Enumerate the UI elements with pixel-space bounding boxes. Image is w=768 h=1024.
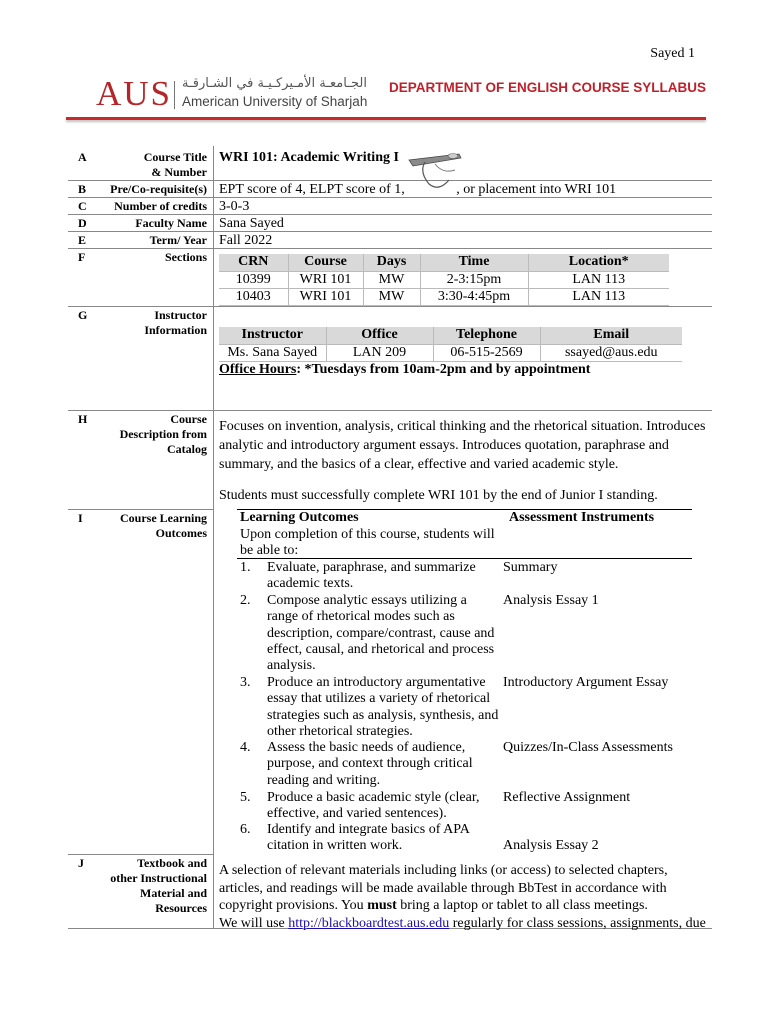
prerequisite-label: Pre/Co-requisite(s) bbox=[110, 182, 207, 196]
row-letter-c: C bbox=[78, 199, 87, 213]
header-rule bbox=[66, 117, 706, 120]
outcome-text: Identify and integrate basics of APA citation in written work. bbox=[267, 822, 470, 854]
assessment-item: Reflective Assignment bbox=[503, 790, 631, 805]
outcomes-intro: Upon completion of this course, students will be able to: bbox=[240, 527, 495, 559]
outcomes-header: Learning Outcomes bbox=[240, 510, 359, 525]
table-row bbox=[219, 271, 669, 288]
course-standing-note: Students must successfully complete WRI 101 by the end of Junior I standing. bbox=[219, 488, 658, 503]
textbook-label bbox=[90, 856, 207, 916]
table-header: Course bbox=[288, 254, 363, 271]
logo-divider bbox=[174, 81, 175, 109]
term-label: Term/ Year bbox=[149, 233, 207, 247]
outcome-text: Produce a basic academic style (clear, effective, and varied sentences). bbox=[267, 790, 480, 822]
table-cell: MW bbox=[363, 288, 420, 305]
row-letter-h: H bbox=[78, 412, 88, 426]
table-header: Email bbox=[540, 327, 682, 344]
table-header: Time bbox=[420, 254, 528, 271]
row-letter-a: A bbox=[78, 150, 87, 164]
table-cell: ssayed@aus.edu bbox=[540, 344, 682, 361]
course-title-label bbox=[90, 150, 207, 180]
logo-aus-text: AUS bbox=[96, 74, 173, 113]
blackboard-link[interactable]: http://blackboardtest.aus.edu bbox=[288, 915, 450, 931]
instructor-label bbox=[90, 308, 207, 338]
row-letter-b: B bbox=[78, 182, 87, 196]
assessment-item: Analysis Essay 2 bbox=[503, 838, 599, 853]
label-line: Course Learning bbox=[120, 511, 207, 525]
sections-header-row bbox=[219, 254, 669, 271]
table-header: Days bbox=[363, 254, 420, 271]
assessment-item: Summary bbox=[503, 560, 558, 575]
textbook-emphasis: must bbox=[367, 898, 397, 913]
page-number: Sayed 1 bbox=[650, 46, 695, 61]
outcome-number: 4. bbox=[240, 740, 251, 755]
department-title: DEPARTMENT OF ENGLISH COURSE SYLLABUS bbox=[389, 80, 707, 95]
row-letter-j: J bbox=[78, 856, 84, 870]
table-header: Office bbox=[326, 327, 433, 344]
table-cell: WRI 101 bbox=[288, 271, 363, 288]
assessment-header: Assessment Instruments bbox=[509, 510, 655, 525]
row-divider bbox=[68, 306, 712, 307]
credits-label: Number of credits bbox=[114, 199, 207, 213]
textbook-text: We will use bbox=[219, 915, 289, 931]
table-cell: LAN 209 bbox=[326, 344, 433, 361]
row-letter-f: F bbox=[78, 250, 86, 264]
table-cell: 10399 bbox=[219, 271, 288, 288]
textbook-description bbox=[219, 862, 709, 932]
row-divider bbox=[68, 854, 213, 855]
table-cell: WRI 101 bbox=[288, 288, 363, 305]
outcomes-header-rule bbox=[237, 558, 692, 559]
row-letter-g: G bbox=[78, 308, 88, 322]
label-column-divider bbox=[213, 146, 214, 928]
prerequisite-text-end: , or placement into WRI 101 bbox=[456, 182, 617, 197]
table-row bbox=[219, 344, 682, 361]
prerequisite-value bbox=[219, 181, 616, 198]
table-cell: MW bbox=[363, 271, 420, 288]
assessment-item: Introductory Argument Essay bbox=[503, 675, 669, 690]
outcomes-label bbox=[90, 511, 207, 541]
outcome-item bbox=[240, 740, 500, 789]
row-divider bbox=[68, 248, 712, 249]
row-divider bbox=[68, 214, 712, 215]
course-title-value: WRI 101: Academic Writing I bbox=[219, 150, 399, 165]
row-divider bbox=[68, 509, 213, 510]
label-line: & Number bbox=[151, 165, 207, 179]
label-line: Catalog bbox=[167, 442, 207, 456]
sections-label: Sections bbox=[165, 250, 207, 264]
logo-english-text: American University of Sharjah bbox=[182, 94, 368, 109]
prerequisite-text: EPT score of 4, ELPT score of 1, bbox=[219, 182, 409, 197]
table-header: Instructor bbox=[219, 327, 326, 344]
office-hours-label: Office Hours bbox=[219, 362, 297, 377]
row-letter-i: I bbox=[78, 511, 83, 525]
table-cell: Ms. Sana Sayed bbox=[219, 344, 326, 361]
label-line: Instructor bbox=[154, 308, 207, 322]
outcome-number: 2. bbox=[240, 593, 251, 608]
credits-value: 3-0-3 bbox=[219, 199, 250, 214]
table-header: CRN bbox=[219, 254, 288, 271]
outcome-number: 1. bbox=[240, 560, 251, 575]
assessment-item: Analysis Essay 1 bbox=[503, 593, 599, 608]
faculty-value: Sana Sayed bbox=[219, 216, 284, 231]
instructor-header-row bbox=[219, 327, 682, 344]
label-line: Information bbox=[144, 323, 207, 337]
row-letter-d: D bbox=[78, 216, 87, 230]
label-line: Material and bbox=[140, 886, 207, 900]
row-divider bbox=[68, 231, 712, 232]
outcome-number: 3. bbox=[240, 675, 251, 690]
label-line: Description from bbox=[119, 427, 207, 441]
sections-table bbox=[219, 254, 669, 306]
office-hours bbox=[219, 361, 590, 378]
row-letter-e: E bbox=[78, 233, 87, 247]
outcome-item bbox=[240, 822, 500, 855]
description-label bbox=[90, 412, 207, 457]
label-line: Textbook and bbox=[137, 856, 207, 870]
outcome-text: Evaluate, paraphrase, and summarize academic texts. bbox=[267, 560, 476, 592]
outcome-text: Compose analytic essays utilizing a range of rhetorical modes such as description, compare/contrast, cause and effect, causal, and rhetorical and process analysis. bbox=[267, 593, 495, 674]
table-cell: 06-515-2569 bbox=[433, 344, 540, 361]
outcome-item bbox=[240, 675, 500, 740]
outcome-item bbox=[240, 560, 500, 593]
outcome-number: 5. bbox=[240, 790, 251, 805]
office-hours-value: : *Tuesdays from 10am-2pm and by appointment bbox=[296, 362, 591, 377]
table-cell: 10403 bbox=[219, 288, 288, 305]
outcome-item bbox=[240, 790, 500, 823]
faculty-label: Faculty Name bbox=[135, 216, 207, 230]
label-line: Outcomes bbox=[155, 526, 207, 540]
row-divider bbox=[68, 410, 712, 411]
table-cell: LAN 113 bbox=[528, 288, 669, 305]
label-line: Course bbox=[170, 412, 207, 426]
outcome-item bbox=[240, 593, 500, 674]
table-cell: LAN 113 bbox=[528, 271, 669, 288]
assessment-item: Quizzes/In-Class Assessments bbox=[503, 740, 673, 755]
table-row bbox=[219, 288, 669, 305]
course-description: Focuses on invention, analysis, critical thinking and the rhetorical situation. Introduces analytic and introductory argument essays. Introduces quotation, paraphrase and summary, and the basics of a clear, effective and varied academic style. bbox=[219, 419, 706, 472]
logo-arabic-text: الجـامعـة الأمـيركـيـة في الشـارقـة bbox=[182, 76, 367, 91]
textbook-text: A selection of relevant materials including links (or access) to selected chapters, articles, and readings will be made available through BbTest in accordance with copyright provisions. You bbox=[219, 863, 668, 913]
table-header: Location* bbox=[528, 254, 669, 271]
label-line: other Instructional bbox=[110, 871, 207, 885]
label-line: Course Title bbox=[143, 150, 207, 164]
term-value: Fall 2022 bbox=[219, 233, 273, 248]
table-cell: 2-3:15pm bbox=[420, 271, 528, 288]
outcome-number: 6. bbox=[240, 822, 251, 837]
outcome-text: Produce an introductory argumentative essay that utilizes a variety of rhetorical strategies such as analysis, synthesis, and other rhetorical strategies. bbox=[267, 675, 499, 739]
textbook-text: regularly for class sessions, assignments, due bbox=[449, 915, 706, 931]
table-header: Telephone bbox=[433, 327, 540, 344]
textbook-text: bring a laptop or tablet to all class meetings. bbox=[396, 898, 648, 913]
label-line: Resources bbox=[155, 901, 207, 915]
outcome-text: Assess the basic needs of audience, purpose, and context through critical reading and writing. bbox=[267, 740, 473, 788]
table-cell: 3:30-4:45pm bbox=[420, 288, 528, 305]
instructor-table bbox=[219, 327, 682, 362]
